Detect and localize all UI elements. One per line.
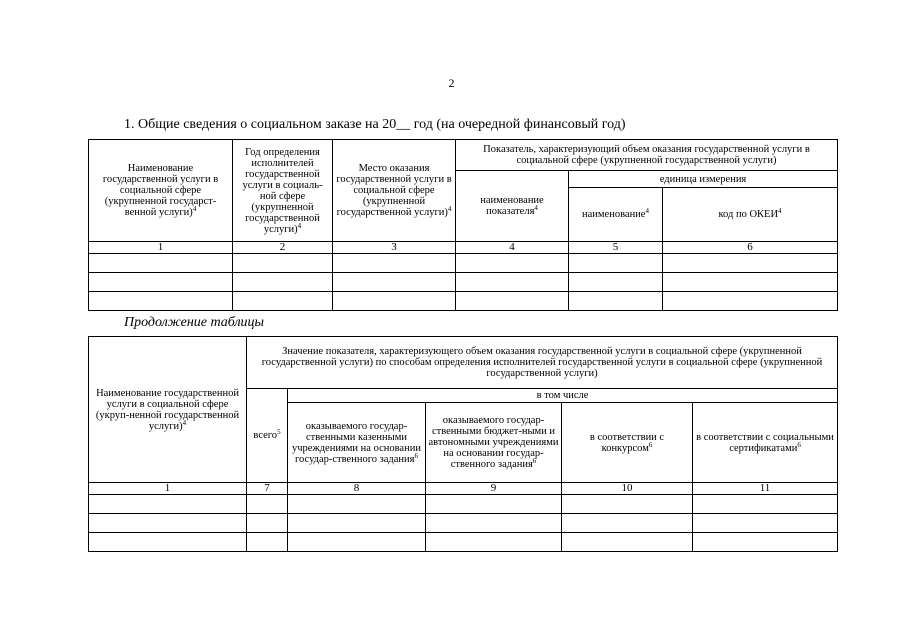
- table-cell[interactable]: [562, 533, 693, 552]
- table-cell[interactable]: [89, 273, 233, 292]
- header-place: Место оказания государственной услуги в социальной сфере (укрупненной государственной услуги)$^4$: [333, 140, 456, 242]
- header-okei: код по ОКЕИ$^4$: [663, 188, 838, 242]
- table-cell[interactable]: [456, 254, 569, 273]
- table-cell[interactable]: [333, 292, 456, 311]
- column-number: 10: [562, 483, 693, 495]
- table-cell[interactable]: [693, 495, 838, 514]
- column-number: 8: [288, 483, 426, 495]
- social-order-table-continued: [88, 336, 838, 552]
- column-number: 2: [233, 242, 333, 254]
- table-row: [89, 533, 838, 552]
- header-indicator-value: Значение показателя, характеризующего объем оказания государственной услуги в социальной сфере (укрупненной государственной услуги) по способам определения исполнителей государственной услуги в социальной сфере (укрупненной государственной услуги): [247, 337, 838, 389]
- table-cell[interactable]: [562, 495, 693, 514]
- table-cell[interactable]: [233, 254, 333, 273]
- table-cell[interactable]: [426, 495, 562, 514]
- table-cell[interactable]: [426, 514, 562, 533]
- table-cell[interactable]: [89, 254, 233, 273]
- column-number: 11: [693, 483, 838, 495]
- header-state-owned: оказываемого государ-ственными казенными учреждениями на основании государ-ственного задания$^6$: [288, 403, 426, 483]
- column-number: 9: [426, 483, 562, 495]
- column-number: 7: [247, 483, 288, 495]
- header-indicator-name: наименование показателя$^4$: [456, 171, 569, 242]
- table-cell[interactable]: [89, 533, 247, 552]
- header-certificates: в соответствии с социальными сертификатами$^6$: [693, 403, 838, 483]
- table-cell[interactable]: [562, 514, 693, 533]
- header-indicator: Показатель, характеризующий объем оказания государственной услуги в социальной сфере (укрупненной государственной услуги): [456, 140, 838, 171]
- header-service-name: Наименование государственной услуги в социальной сфере (укруп-ненной государственной услуги)$^4$: [89, 337, 247, 483]
- table-cell[interactable]: [663, 292, 838, 311]
- column-number: 6: [663, 242, 838, 254]
- table-row: [89, 292, 838, 311]
- table-cell[interactable]: [247, 514, 288, 533]
- table-cell[interactable]: [247, 495, 288, 514]
- table-cell[interactable]: [663, 254, 838, 273]
- social-order-table: [88, 139, 838, 311]
- table-cell[interactable]: [693, 533, 838, 552]
- header-total: всего$^5$: [247, 389, 288, 483]
- section-title: 1. Общие сведения о социальном заказе на 20__ год (на очередной финансовый год): [124, 117, 626, 132]
- column-numbers-row: [89, 483, 838, 495]
- table-cell[interactable]: [288, 514, 426, 533]
- header-competition: в соответствии с конкурсом$^6$: [562, 403, 693, 483]
- table-cell[interactable]: [569, 254, 663, 273]
- table-cell[interactable]: [569, 273, 663, 292]
- header-unit-name: наименование$^4$: [569, 188, 663, 242]
- column-number: 1: [89, 483, 247, 495]
- table-row: [89, 273, 838, 292]
- column-numbers-row: [89, 242, 838, 254]
- table-row: [89, 254, 838, 273]
- header-year: Год определения исполнителей государственной услуги в социаль-ной сфере (укрупненной государственной услуги)$^4$: [233, 140, 333, 242]
- table-cell[interactable]: [288, 495, 426, 514]
- page-number: 2: [448, 76, 455, 90]
- table-cell[interactable]: [89, 495, 247, 514]
- table-cell[interactable]: [456, 292, 569, 311]
- column-number: 1: [89, 242, 233, 254]
- table-cell[interactable]: [333, 273, 456, 292]
- table-cell[interactable]: [233, 273, 333, 292]
- header-including: в том числе: [288, 389, 838, 403]
- column-number: 3: [333, 242, 456, 254]
- column-number: 5: [569, 242, 663, 254]
- table-cell[interactable]: [247, 533, 288, 552]
- table-cell[interactable]: [693, 514, 838, 533]
- table-cell[interactable]: [426, 533, 562, 552]
- header-unit: единица измерения: [569, 171, 838, 188]
- table-cell[interactable]: [89, 514, 247, 533]
- table-row: [89, 514, 838, 533]
- header-service-name: Наименование государственной услуги в социальной сфере (укрупненной государст-венной услуги)$^4$: [89, 140, 233, 242]
- column-number: 4: [456, 242, 569, 254]
- table-row: [89, 495, 838, 514]
- table-cell[interactable]: [288, 533, 426, 552]
- table-cell[interactable]: [333, 254, 456, 273]
- continuation-label: Продолжение таблицы: [124, 315, 265, 330]
- table-cell[interactable]: [233, 292, 333, 311]
- table-cell[interactable]: [663, 273, 838, 292]
- table-cell[interactable]: [456, 273, 569, 292]
- table-cell[interactable]: [89, 292, 233, 311]
- header-budget-autonomous: оказываемого государ-ственными бюджет-ными и автономными учреждениями на основании государ-ственного задания$^6$: [426, 403, 562, 483]
- table-cell[interactable]: [569, 292, 663, 311]
